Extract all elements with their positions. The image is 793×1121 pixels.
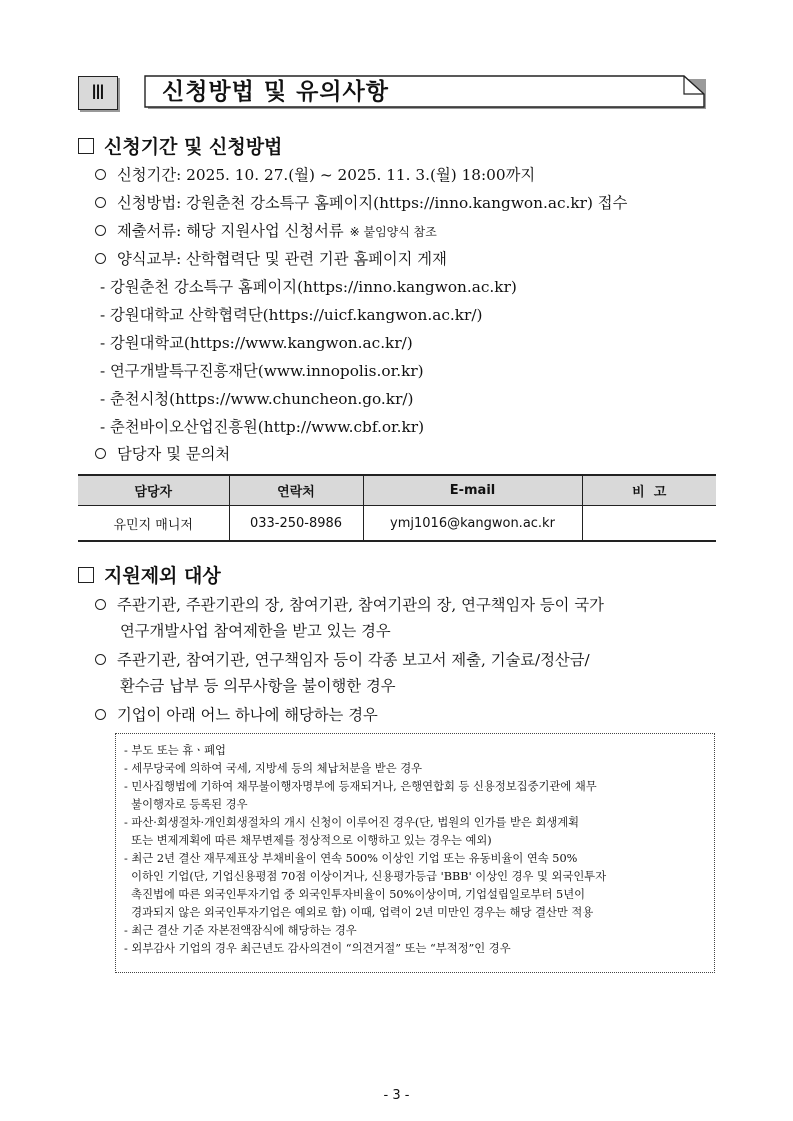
detail-line: - 최근 2년 결산 재무제표상 부채비율이 연속 500% 이상인 기업 또는 유동비율이 연속 50% [124, 852, 578, 865]
detail-line: - 세무당국에 의하여 국세, 지방세 등의 체납처분을 받은 경우 [124, 762, 423, 775]
detail-line: - 민사집행법에 기하여 채무불이행자명부에 등재되거나, 은행연합회 등 신용정보집중기관에 채무 [124, 780, 597, 793]
table-header-row [78, 475, 716, 506]
circle-bullet-icon [95, 253, 106, 264]
page-number: - 3 - [383, 1088, 410, 1103]
list-item [95, 247, 447, 269]
item-text: 신청방법: 강원춘천 강소특구 홈페이지(https://inno.kangwon.ac.kr) 접수 [117, 194, 628, 212]
list-item [95, 648, 590, 670]
list-item-contact [95, 442, 230, 464]
site-link-item: - 연구개발특구진흥재단(www.innopolis.or.kr) [100, 362, 424, 380]
circle-bullet-icon [95, 169, 106, 180]
circle-bullet-icon [95, 225, 106, 236]
detail-line: 불이행자로 등록된 경우 [124, 798, 248, 811]
detail-line: 이하인 기업(단, 기업신용평점 70점 이상이거나, 신용평가등급 'BBB' 이상인 경우 및 외국인투자 [124, 870, 607, 883]
site-link-item: - 강원대학교(https://www.kangwon.ac.kr/) [100, 334, 413, 352]
detail-line: - 파산·회생절차·개인회생절차의 개시 신청이 이루어진 경우(단, 법원의 인가를 받은 회생계획 [124, 816, 580, 829]
list-item [95, 191, 627, 213]
section-title: 지원제외 대상 [104, 565, 221, 587]
chapter-title: 신청방법 및 유의사항 [162, 79, 389, 105]
detail-line: 또는 변제계획에 따른 채무변제를 정상적으로 이행하고 있는 경우는 예외) [124, 834, 492, 847]
item-text: 담당자 및 문의처 [117, 445, 231, 463]
section-heading-exclusion [78, 561, 221, 588]
header-manager: 담당자 [78, 475, 229, 506]
attachment-note: ※ 붙임양식 참조 [349, 225, 437, 239]
detail-line: 촉진법에 따른 외국인투자기업 중 외국인투자비율이 50%이상이며, 기업설립일로부터 5년이 [124, 888, 586, 901]
site-link-item: - 강원춘천 강소특구 홈페이지(https://inno.kangwon.ac.kr) [100, 278, 517, 296]
table-row [78, 506, 716, 542]
exclusion-details-box [115, 733, 715, 973]
item-text: 주관기관, 참여기관, 연구책임자 등이 각종 보고서 제출, 기술료/정산금/ [117, 651, 590, 669]
list-item-continuation: 환수금 납부 등 의무사항을 불이행한 경우 [120, 677, 396, 695]
section-heading-application [78, 132, 282, 159]
item-text: 제출서류: 해당 지원사업 신청서류 [117, 222, 344, 240]
cell-email: ymj1016@kangwon.ac.kr [363, 506, 582, 542]
site-link-item: - 춘천시청(https://www.chuncheon.go.kr/) [100, 390, 414, 408]
circle-bullet-icon [95, 654, 106, 665]
cell-manager: 유민지 매니저 [78, 506, 229, 542]
list-item [95, 703, 378, 725]
circle-bullet-icon [95, 599, 106, 610]
circle-bullet-icon [95, 709, 106, 720]
item-text: 주관기관, 주관기관의 장, 참여기관, 참여기관의 장, 연구책임자 등이 국가 [117, 596, 604, 614]
item-text: 기업이 아래 어느 하나에 해당하는 경우 [117, 706, 378, 724]
circle-bullet-icon [95, 448, 106, 459]
item-text: 양식교부: 산학협력단 및 관련 기관 홈페이지 게재 [117, 250, 447, 268]
list-item-continuation: 연구개발사업 참여제한을 받고 있는 경우 [120, 622, 391, 640]
square-icon [78, 138, 94, 154]
square-icon [78, 567, 94, 583]
site-link-item: - 춘천바이오산업진흥원(http://www.cbf.or.kr) [100, 418, 425, 436]
header-email: E-mail [363, 475, 582, 506]
detail-line: - 부도 또는 휴ㆍ폐업 [124, 744, 226, 757]
contact-table [78, 474, 716, 542]
detail-line: 경과되지 않은 외국인투자기업은 예외로 함) 이때, 업력이 2년 미만인 경우는 해당 결산만 적용 [124, 906, 594, 919]
detail-line: - 최근 결산 기준 자본전액잠식에 해당하는 경우 [124, 924, 357, 937]
list-item [95, 593, 604, 615]
header-phone: 연락처 [229, 475, 363, 506]
cell-phone: 033-250-8986 [229, 506, 363, 542]
chapter-number: Ⅲ [78, 76, 118, 110]
section-title: 신청기간 및 신청방법 [104, 136, 283, 158]
header-remarks: 비 고 [582, 475, 716, 506]
site-link-item: - 강원대학교 산학협력단(https://uicf.kangwon.ac.kr/) [100, 306, 483, 324]
cell-remarks [582, 506, 716, 542]
list-item [95, 163, 535, 185]
list-item [95, 219, 437, 241]
detail-line: - 외부감사 기업의 경우 최근년도 감사의견이 “의견거절” 또는 “부적정”인 경우 [124, 942, 511, 955]
chapter-title-box [144, 75, 706, 109]
circle-bullet-icon [95, 197, 106, 208]
item-text: 신청기간: 2025. 10. 27.(월) ~ 2025. 11. 3.(월) 18:00까지 [117, 166, 536, 184]
